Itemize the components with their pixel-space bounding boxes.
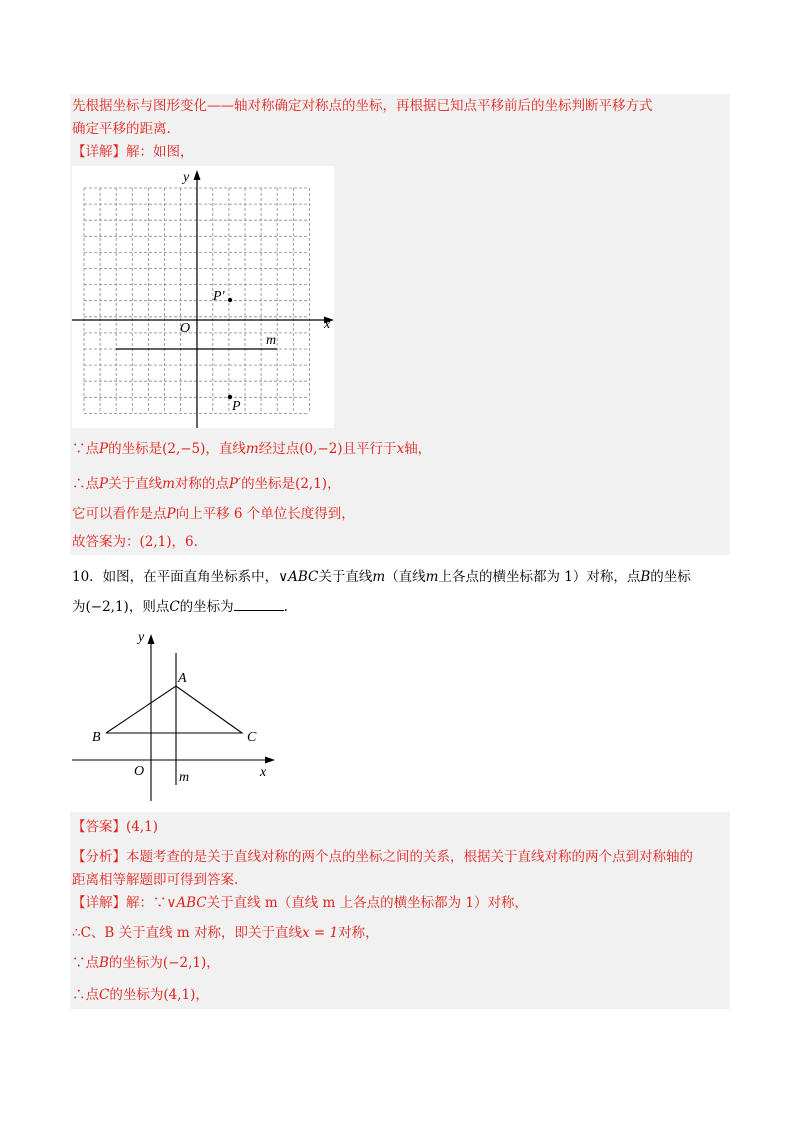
detail-line-3: ∵点B的坐标为(−2,1)， <box>72 955 220 971</box>
statement-2: ∴点P关于直线m对称的点P′的坐标是(2,1)， <box>72 476 341 492</box>
grid-m-label: m <box>266 333 277 348</box>
triangle-b-label: B <box>92 730 101 745</box>
detail-line-1: 【详解】解：∵∨ABC关于直线 m（直线 m 上各点的横坐标都为 1）对称， <box>72 895 528 911</box>
question-10-line-1: 10．如图，在平面直角坐标系中，∨ABC关于直线m（直线m上各点的横坐标都为 1）对称，点B的坐标 <box>72 569 691 585</box>
grid-x-label: x <box>324 317 331 332</box>
detail-line-2: ∴C、B 关于直线 m 对称，即关于直线x = 1对称， <box>72 925 379 941</box>
statement-4: 故答案为：(2,1)，6. <box>72 534 198 550</box>
triangle-a-label: A <box>178 671 187 686</box>
detail-line-4: ∴点C的坐标为(4,1)， <box>72 987 209 1003</box>
coordinate-grid-figure <box>72 166 334 428</box>
analysis-line-1: 【分析】本题考查的是关于直线对称的两个点的坐标之间的关系，根据关于直线对称的两个点到对称轴的 <box>72 849 693 865</box>
explanation-line-1: 先根据坐标与图形变化——轴对称确定对称点的坐标，再根据已知点平移前后的坐标判断平移方式 <box>72 98 653 114</box>
triangle-o-label: O <box>134 764 145 779</box>
statement-1: ∵点P的坐标是(2,−5)，直线m经过点(0,−2)且平行于x轴， <box>72 441 432 457</box>
grid-p-prime-label: P′ <box>213 289 225 304</box>
grid-origin-label: O <box>180 321 191 336</box>
grid-y-label: y <box>183 170 190 185</box>
triangle-m-label: m <box>179 770 190 785</box>
answer-line: 【答案】(4,1) <box>72 819 159 835</box>
statement-3: 它可以看作是点P向上平移 6 个单位长度得到， <box>72 506 355 522</box>
question-10-line-2: 为(−2,1)，则点C的坐标为 . <box>72 599 288 615</box>
detail-heading: 【详解】解：如图， <box>72 144 194 160</box>
explanation-line-2: 确定平移的距离. <box>72 121 171 137</box>
triangle-y-label: y <box>138 630 145 645</box>
analysis-line-2: 距离相等解题即可得到答案. <box>72 872 239 888</box>
triangle-x-label: x <box>260 765 267 780</box>
triangle-c-label: C <box>247 730 257 745</box>
triangle-figure <box>70 625 285 805</box>
answer-blank[interactable] <box>234 598 284 611</box>
grid-p-label: P <box>232 399 241 414</box>
